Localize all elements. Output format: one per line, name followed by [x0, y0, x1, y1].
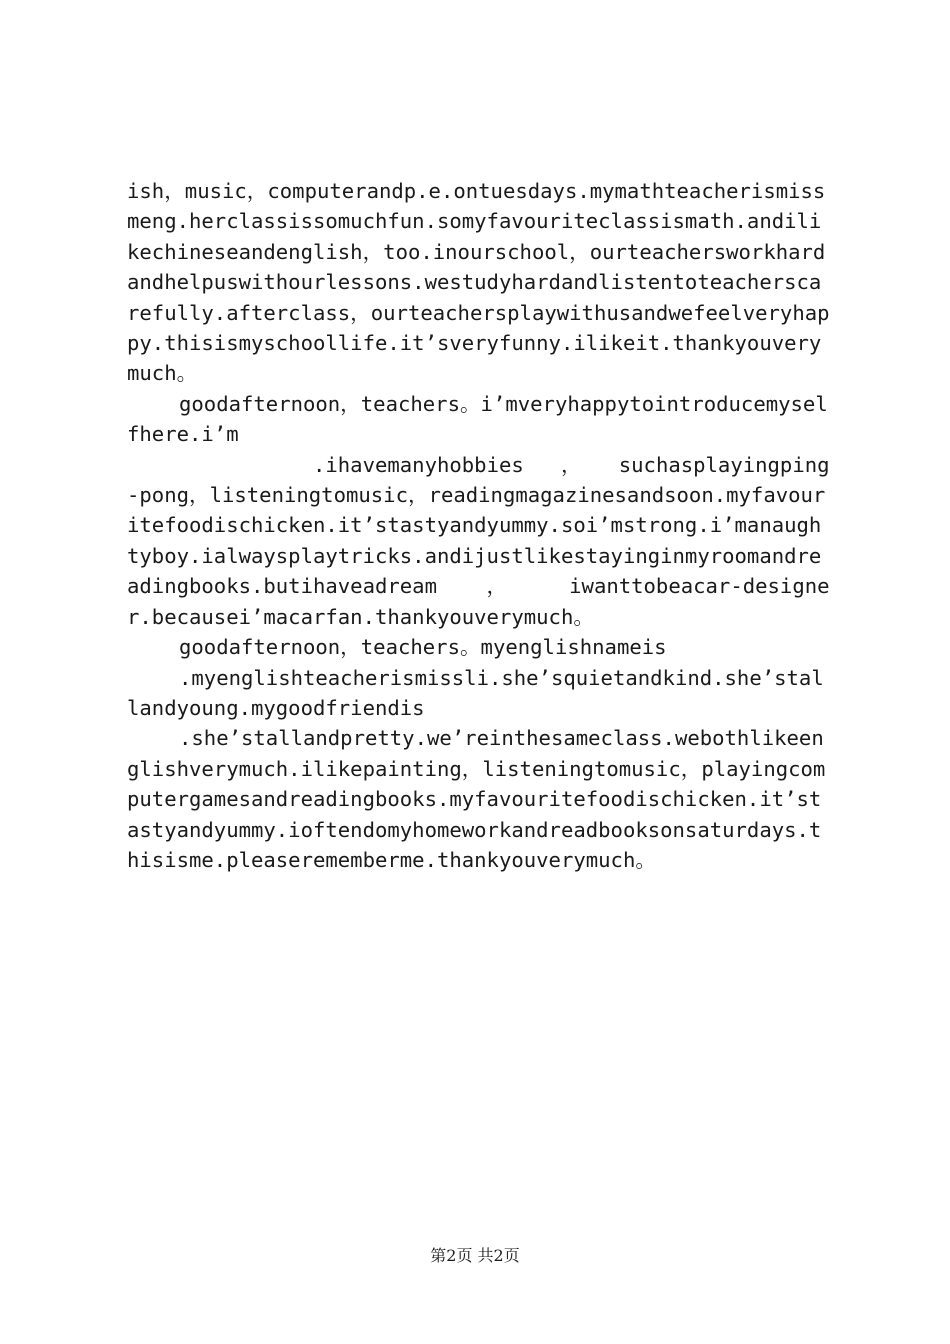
paragraph-self-intro-hobbies: .ihavemanyhobbies ， suchasplayingping-pong，listeningtomusic，readingmagazinesandsoon.myfavouritefoodischicken.it’stastyandyummy.soi’mstrong.i’manaughtyboy.ialwaysplaytricks.andijustlikestayinginmyroomandreadingbooks.butihaveadream ， iwanttobeacar-designer.becausei’macarfan.thankyouverymuch。 — [127, 452, 830, 629]
paragraph-friend-and-hobbies: .she’stallandpretty.we’reinthesameclass.webothlikeenglishverymuch.ilikepainting，listeningtomusic，playingcomputergamesandreadingbooks.myfavouritefoodischicken.it’stastyandyummy.ioftendomyhomeworkandreadbooksonsaturdays.thisisme.pleaserememberme.thankyouverymuch。 — [127, 726, 826, 872]
page-number-footer: 第2页 共2页 — [430, 1246, 520, 1265]
paragraph-school-life: ish，music，computerandp.e.ontuesdays.mymathteacherismissmeng.herclassissomuchfun.somyfavouriteclassismath.andilikechineseandenglish，too.inourschool，ourteachersworkhardandhelpuswithourlessons.westudyhardandlistentoteacherscarefully.afterclass，ourteachersplaywithusandwefeelveryhappy.thisismyschoollife.it’sveryfunny.ilikeit.thankyouverymuch。 — [127, 179, 830, 386]
paragraph-english-teacher: .myenglishteacherismissli.she’squietandkind.she’stallandyoung.mygoodfriendis — [127, 665, 824, 720]
paragraph-english-name-greeting: goodafternoon，teachers。myenglishnameis — [179, 635, 667, 660]
document-body — [127, 176, 832, 875]
paragraph-self-intro-greeting: goodafternoon，teachers。i’mveryhappytointroducemyselfhere.i’m — [127, 391, 828, 447]
